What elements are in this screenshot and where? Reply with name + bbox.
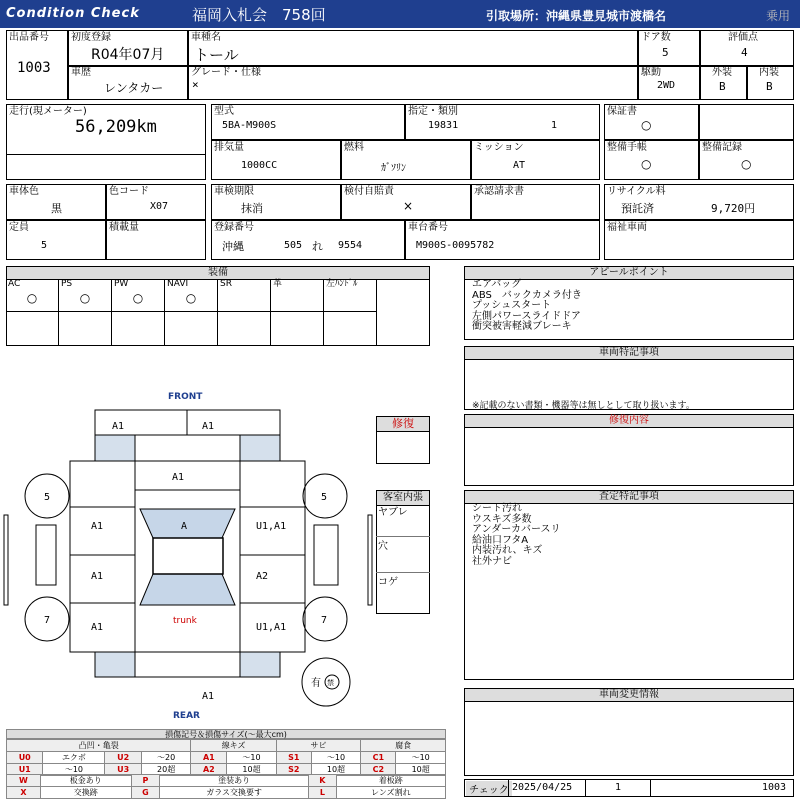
- fuel: ｶﾞｿﾘﾝ: [381, 163, 406, 174]
- legend-code: W: [7, 775, 41, 787]
- assessment-line: 給油口フタA: [472, 534, 529, 546]
- notes-footnote: ※記載のない書類・機器等は無しとして取り扱います。: [472, 401, 695, 411]
- legend-code: A2: [191, 764, 227, 776]
- legend-code: S1: [276, 752, 311, 764]
- check-num: 1: [615, 782, 622, 793]
- assessment-line: シート汚れ: [472, 503, 522, 514]
- legend-code: U3: [105, 764, 141, 776]
- header-title: Condition Check: [6, 6, 140, 21]
- grade-label: グレード・仕様: [191, 67, 261, 78]
- inspection-label: 車検期限: [214, 186, 254, 197]
- smoke-label: 有: [311, 678, 321, 689]
- car-name-box: [188, 30, 638, 66]
- legend-head: 腐食: [361, 740, 446, 752]
- cabin-item: 穴: [378, 541, 388, 552]
- no-smoking-icon: 禁: [327, 679, 334, 687]
- recycle-status: 預託済: [621, 202, 654, 215]
- equipment-grid: [6, 279, 430, 346]
- capacity: 5: [41, 240, 48, 251]
- damage-mark-door-fr: A2: [256, 571, 269, 582]
- displacement: 1000CC: [241, 160, 278, 171]
- maint-book-label: 整備手帳: [607, 142, 647, 153]
- legend-head-row: [7, 740, 446, 752]
- lot-number: 1003: [17, 60, 51, 76]
- damage-mark-fender-l: A1: [91, 521, 104, 532]
- model-label: 型式: [214, 106, 234, 117]
- damage-mark-rear: A1: [202, 691, 215, 702]
- legend-desc: 〜10: [43, 764, 105, 776]
- damage-mark-door-fl: A1: [91, 571, 104, 582]
- score-label: 評価点: [728, 32, 758, 43]
- equipment-col-ac: [6, 279, 59, 346]
- equipment-col-左ﾊﾝﾄﾞﾙ: [324, 279, 377, 346]
- equipment-label: PW: [114, 279, 129, 289]
- first-reg: R04年07月: [91, 47, 165, 63]
- designation-label: 指定・類別: [408, 106, 458, 117]
- damage-mark-roof: A: [181, 521, 188, 532]
- auction-name: 福岡入札会 758回: [192, 6, 326, 24]
- warranty: ○: [641, 118, 652, 132]
- legend-code: A1: [191, 752, 227, 764]
- legend-code: S2: [276, 764, 311, 776]
- inspection: 抹消: [241, 202, 263, 215]
- mission: AT: [513, 160, 526, 171]
- equipment-label: PS: [61, 279, 73, 289]
- repair-content-title: 修復内容: [465, 415, 793, 428]
- mileage-value: 56,209km: [75, 117, 157, 137]
- plate-region: 沖縄: [222, 240, 244, 253]
- equipment-value: ○: [112, 290, 164, 312]
- category-number: 1: [551, 120, 558, 131]
- pickup-location: 引取場所：沖縄県豊見城市渡橋名: [486, 9, 667, 23]
- claim-label: 承認請求書: [474, 186, 524, 197]
- legend-desc: 10超: [227, 764, 277, 776]
- equipment-value: [271, 290, 323, 312]
- equipment-col-sr: [218, 279, 271, 346]
- chassis: M900S-0095782: [416, 240, 495, 251]
- appeal-line: 衝突被害軽減ブレーキ: [472, 321, 572, 332]
- legend-code: U0: [7, 752, 43, 764]
- car-name-label: 車種名: [191, 32, 221, 43]
- model: 5BA-M900S: [222, 120, 277, 131]
- legend-code: U1: [7, 764, 43, 776]
- exterior: B: [719, 80, 726, 93]
- equipment-value: [218, 290, 270, 312]
- lot-number-label: 出品番号: [9, 32, 49, 43]
- assessment-title: 査定特記事項: [465, 491, 793, 504]
- legend-row: [7, 752, 446, 764]
- cabin-item: ヤブレ: [378, 507, 408, 518]
- drive-label: 駆動: [641, 67, 661, 78]
- legend-desc: 10超: [311, 764, 361, 776]
- plate-number: 9554: [338, 240, 363, 251]
- load-label: 積載量: [109, 222, 139, 233]
- equipment-value: [324, 290, 376, 312]
- color-label: 車体色: [9, 186, 39, 197]
- legend-desc: エクボ: [43, 752, 105, 764]
- equipment-col-navi: [165, 279, 218, 346]
- damage-mark-front-l: A1: [112, 421, 125, 432]
- cabin-item: コゲ: [378, 577, 398, 588]
- equipment-label: NAVI: [167, 279, 189, 289]
- history: レンタカー: [104, 81, 164, 95]
- assessment-line: アンダーカバースリ: [472, 524, 561, 535]
- equipment-label: AC: [8, 279, 21, 289]
- plate-kana: れ: [312, 240, 323, 253]
- color-code: X07: [150, 201, 169, 212]
- designation: 19831: [428, 120, 459, 131]
- recycle-fee: 9,720円: [711, 202, 756, 215]
- mission-label: ミッション: [474, 142, 524, 153]
- plate-class: 505: [284, 240, 303, 251]
- drive: 2WD: [657, 80, 676, 91]
- damage-mark-tire-fr: 5: [321, 492, 328, 503]
- color-code-label: 色コード: [109, 186, 149, 197]
- damage-mark-hood: A1: [172, 472, 185, 483]
- recycle-label: リサイクル料: [607, 186, 666, 197]
- trunk-label: trunk: [173, 616, 197, 626]
- equipment-value: ○: [165, 290, 217, 312]
- equipment-label: 革: [273, 279, 283, 289]
- equipment-col-ps: [59, 279, 112, 346]
- legend-head: サビ: [276, 740, 360, 752]
- equipment-label: SR: [220, 279, 232, 289]
- cabin-label: 客室内張: [377, 491, 429, 506]
- legend-code: P: [131, 775, 159, 787]
- fuel-label: 燃料: [344, 142, 364, 153]
- legend-code: L: [309, 787, 336, 799]
- appeal-line: 左側パワースライドドア: [472, 310, 581, 322]
- repair-label: 修復: [377, 417, 429, 432]
- legend-desc: 〜10: [311, 752, 361, 764]
- doors-label: ドア数: [641, 32, 671, 43]
- car-name: トール: [194, 46, 239, 64]
- notes-title: 車両特記事項: [465, 347, 793, 360]
- grade: ×: [192, 78, 199, 91]
- appeal-line: プッシュスタート: [472, 300, 552, 311]
- equipment-col-革: [271, 279, 324, 346]
- legend-desc: ガラス交換要す: [160, 787, 309, 799]
- color: 黒: [51, 202, 62, 215]
- appeal-lines: [472, 280, 582, 333]
- legend-table: [6, 739, 446, 776]
- legend-code: X: [7, 787, 41, 799]
- equipment-col-pw: [112, 279, 165, 346]
- legend-desc: レンズ割れ: [336, 787, 445, 799]
- damage-mark-tire-fl: 5: [44, 492, 51, 503]
- damage-mark-tire-rr: 7: [321, 615, 328, 626]
- front-label: FRONT: [168, 392, 203, 402]
- car-diagram: [0, 385, 376, 725]
- rear-label: REAR: [173, 711, 200, 721]
- displacement-label: 排気量: [214, 142, 244, 153]
- insurance: ×: [403, 199, 414, 213]
- legend-desc: 〜20: [141, 752, 191, 764]
- damage-mark-door-rr: U1,A1: [256, 622, 287, 633]
- assessment-lines: [472, 504, 561, 567]
- legend-head: 線キズ: [191, 740, 276, 752]
- legend-desc: 〜10: [227, 752, 277, 764]
- legend-desc: 〜10: [396, 752, 446, 764]
- appeal-line: ABS バックカメラ付き: [472, 289, 582, 301]
- welfare-label: 福祉車両: [607, 222, 647, 233]
- check-lot: 1003: [762, 782, 787, 793]
- legend-title: 損傷記号＆損傷サイズ(〜最大cm): [6, 729, 446, 739]
- maint-book: ○: [641, 157, 652, 171]
- plate-label: 登録番号: [214, 222, 254, 233]
- assessment-line: ウスキズ多数: [472, 513, 532, 525]
- first-reg-label: 初度登録: [71, 32, 111, 43]
- chassis-label: 車台番号: [408, 222, 448, 233]
- doors: 5: [662, 46, 669, 59]
- changes-title: 車両変更情報: [465, 689, 793, 702]
- appeal-title: アピールポイント: [465, 267, 793, 280]
- damage-mark-door-rl: A1: [91, 622, 104, 633]
- legend-desc: 交換跡: [40, 787, 131, 799]
- legend-code: C2: [361, 764, 396, 776]
- legend-desc: 板金あり: [40, 775, 131, 787]
- legend-table-2: [6, 774, 446, 799]
- warranty-label: 保証書: [607, 106, 637, 117]
- legend-code: C1: [361, 752, 396, 764]
- damage-mark-tire-rl: 7: [44, 615, 51, 626]
- legend-desc: 20超: [141, 764, 191, 776]
- interior-label: 内装: [759, 67, 779, 78]
- damage-mark-front-r: A1: [202, 421, 215, 432]
- legend-desc: 10超: [396, 764, 446, 776]
- history-label: 車歴: [71, 67, 91, 78]
- mileage-label: 走行(現メーター): [9, 106, 87, 117]
- maint-record: ○: [741, 157, 752, 171]
- appeal-line: エアバッグ: [472, 279, 522, 290]
- legend-code: U2: [105, 752, 141, 764]
- check-label: チェック: [466, 781, 512, 796]
- legend-desc: 塗装あり: [160, 775, 309, 787]
- exterior-label: 外装: [712, 67, 732, 78]
- legend-row: [7, 787, 446, 799]
- interior: B: [766, 80, 773, 93]
- legend-head: 凸凹・亀裂: [7, 740, 191, 752]
- legend-row: [7, 775, 446, 787]
- legend-code: K: [309, 775, 336, 787]
- capacity-label: 定員: [9, 222, 29, 233]
- equipment-value: ○: [59, 290, 111, 312]
- vehicle-category: 乗用: [766, 9, 791, 23]
- equipment-label: 左ﾊﾝﾄﾞﾙ: [326, 279, 358, 289]
- equipment-value: ○: [6, 290, 58, 312]
- damage-mark-fender-r: U1,A1: [256, 521, 287, 532]
- assessment-line: 内装汚れ、キズ: [472, 545, 543, 556]
- check-date: 2025/04/25: [512, 782, 573, 793]
- legend-desc: 着板跡: [336, 775, 445, 787]
- score: 4: [741, 46, 748, 59]
- maint-record-label: 整備記録: [702, 142, 742, 153]
- assessment-line: 社外ナビ: [472, 555, 512, 567]
- legend-code: G: [131, 787, 159, 799]
- insurance-label: 検付自賠責: [344, 186, 394, 197]
- equipment-title: 装備: [7, 267, 429, 280]
